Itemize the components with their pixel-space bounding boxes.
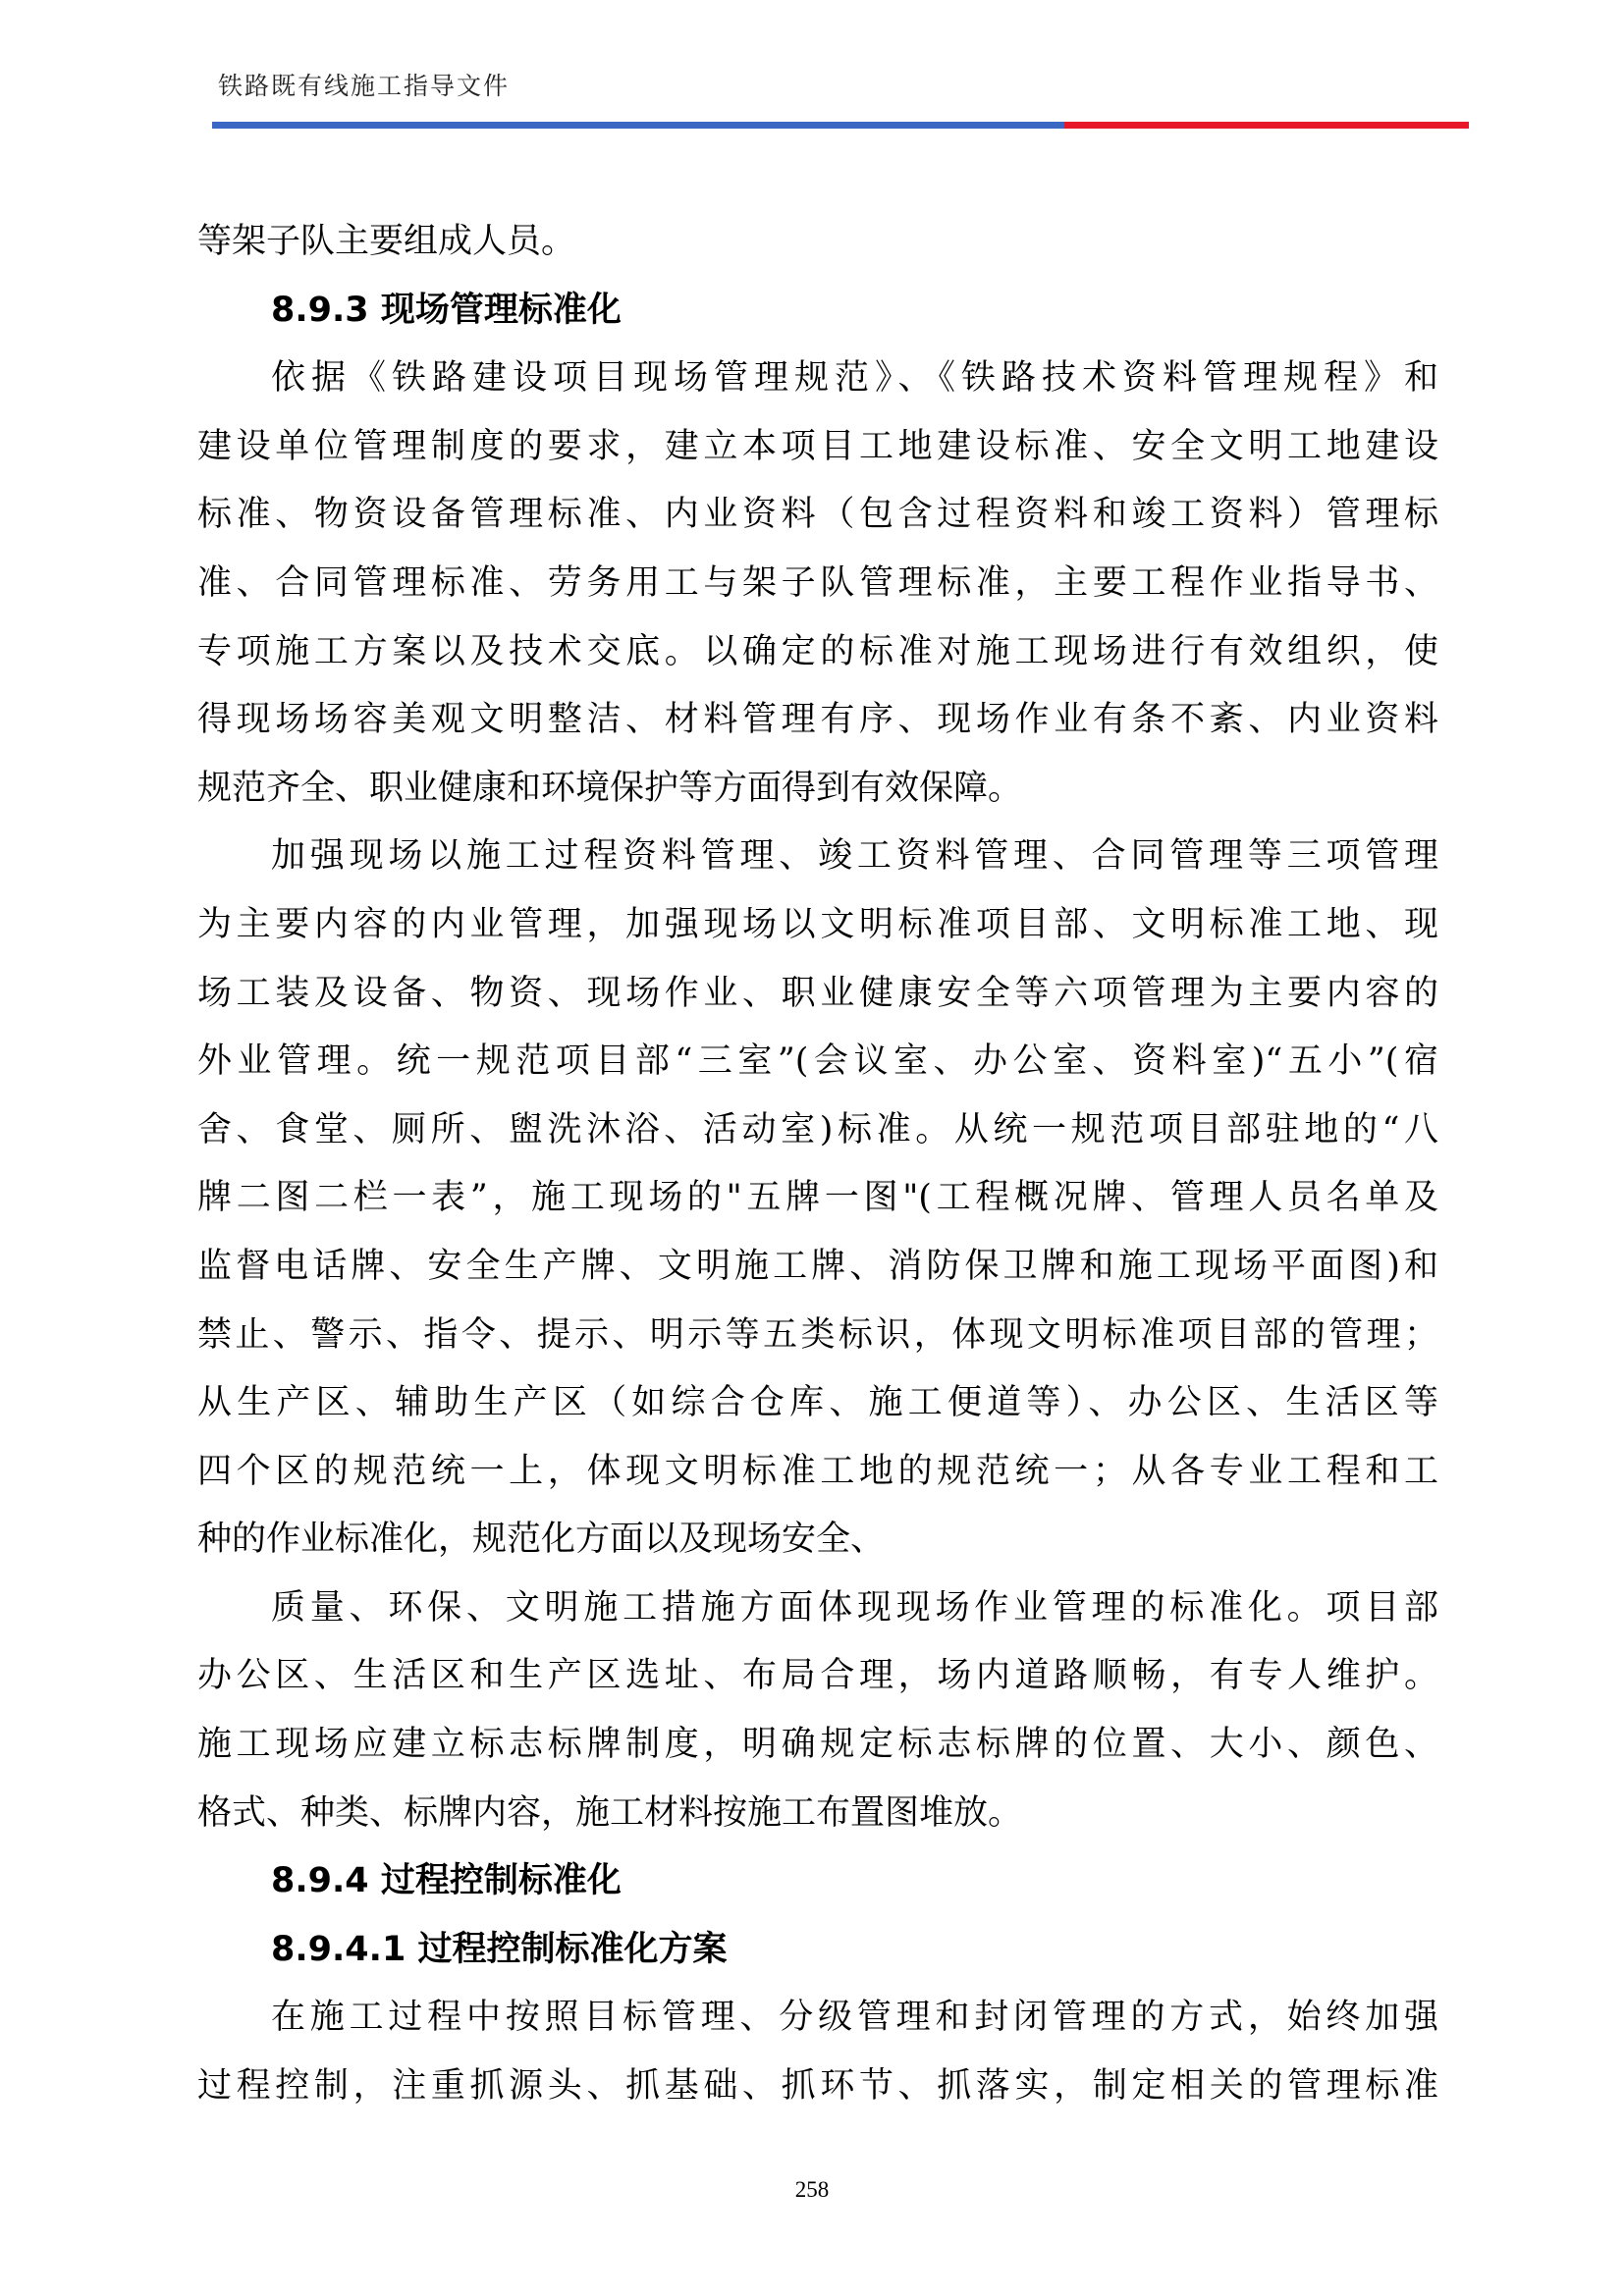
text-line: 依据《铁路建设项目现场管理规范》、《铁路技术资料管理规程》和 bbox=[271, 358, 1438, 399]
section-heading-8-9-4: 8.9.4 过程控制标准化 bbox=[271, 1861, 622, 1901]
text-line: 四个区的规范统一上，体现文明标准工地的规范统一；从各专业工程和工 bbox=[197, 1451, 1438, 1491]
text-line: 准、合同管理标准、劳务用工与架子队管理标准，主要工程作业指导书、 bbox=[197, 562, 1438, 603]
text-line: 种的作业标准化，规范化方面以及现场安全、 bbox=[197, 1520, 886, 1560]
text-line: 加强现场以施工过程资料管理、竣工资料管理、合同管理等三项管理 bbox=[271, 836, 1438, 877]
text-line: 规范齐全、职业健康和环境保护等方面得到有效保障。 bbox=[197, 768, 1023, 808]
text-line: 建设单位管理制度的要求，建立本项目工地建设标准、安全文明工地建设 bbox=[197, 426, 1438, 466]
text-line: 牌二图二栏一表”，施工现场的"五牌一图"(工程概况牌、管理人员名单及 bbox=[197, 1178, 1438, 1218]
document-body bbox=[197, 208, 1438, 2121]
text-line: 专项施工方案以及技术交底。以确定的标准对施工现场进行有效组织，使 bbox=[197, 631, 1438, 671]
text-line: 施工现场应建立标志标牌制度，明确规定标志标牌的位置、大小、颜色、 bbox=[197, 1725, 1438, 1765]
text-line: 得现场场容美观文明整洁、材料管理有序、现场作业有条不紊、内业资料 bbox=[197, 700, 1438, 740]
text-line: 办公区、生活区和生产区选址、布局合理，场内道路顺畅，有专人维护。 bbox=[197, 1656, 1438, 1696]
text-line: 格式、种类、标牌内容，施工材料按施工布置图堆放。 bbox=[197, 1792, 1023, 1833]
text-line: 从生产区、辅助生产区（如综合仓库、施工便道等）、办公区、生活区等 bbox=[197, 1383, 1438, 1423]
text-line: 标准、物资设备管理标准、内业资料（包含过程资料和竣工资料）管理标 bbox=[197, 495, 1438, 535]
text-line: 监督电话牌、安全生产牌、文明施工牌、消防保卫牌和施工现场平面图)和 bbox=[197, 1246, 1438, 1286]
header-rule-red bbox=[1064, 122, 1469, 129]
section-heading-8-9-3: 8.9.3 现场管理标准化 bbox=[271, 290, 622, 330]
text-line: 外业管理。统一规范项目部“三室”(会议室、办公室、资料室)“五小”(宿 bbox=[197, 1041, 1438, 1082]
text-line: 质量、环保、文明施工措施方面体现现场作业管理的标准化。项目部 bbox=[271, 1587, 1438, 1628]
text-line: 场工装及设备、物资、现场作业、职业健康安全等六项管理为主要内容的 bbox=[197, 973, 1438, 1013]
text-line: 禁止、警示、指令、提示、明示等五类标识，体现文明标准项目部的管理； bbox=[197, 1314, 1438, 1355]
header-rule-blue bbox=[212, 122, 1064, 129]
section-heading-8-9-4-1: 8.9.4.1 过程控制标准化方案 bbox=[271, 1929, 728, 1969]
text-line: 为主要内容的内业管理，加强现场以文明标准项目部、文明标准工地、现 bbox=[197, 904, 1438, 944]
text-line: 过程控制，注重抓源头、抓基础、抓环节、抓落实，制定相关的管理标准 bbox=[197, 2066, 1438, 2107]
text-line: 舍、食堂、厕所、盥洗沐浴、活动室)标准。从统一规范项目部驻地的“八 bbox=[197, 1109, 1438, 1149]
text-line: 在施工过程中按照目标管理、分级管理和封闭管理的方式，始终加强 bbox=[271, 1998, 1438, 2038]
text-line: 等架子队主要组成人员。 bbox=[197, 222, 576, 261]
page-number: 258 bbox=[794, 2177, 830, 2202]
page-header-title: 铁路既有线施工指导文件 bbox=[218, 72, 511, 100]
